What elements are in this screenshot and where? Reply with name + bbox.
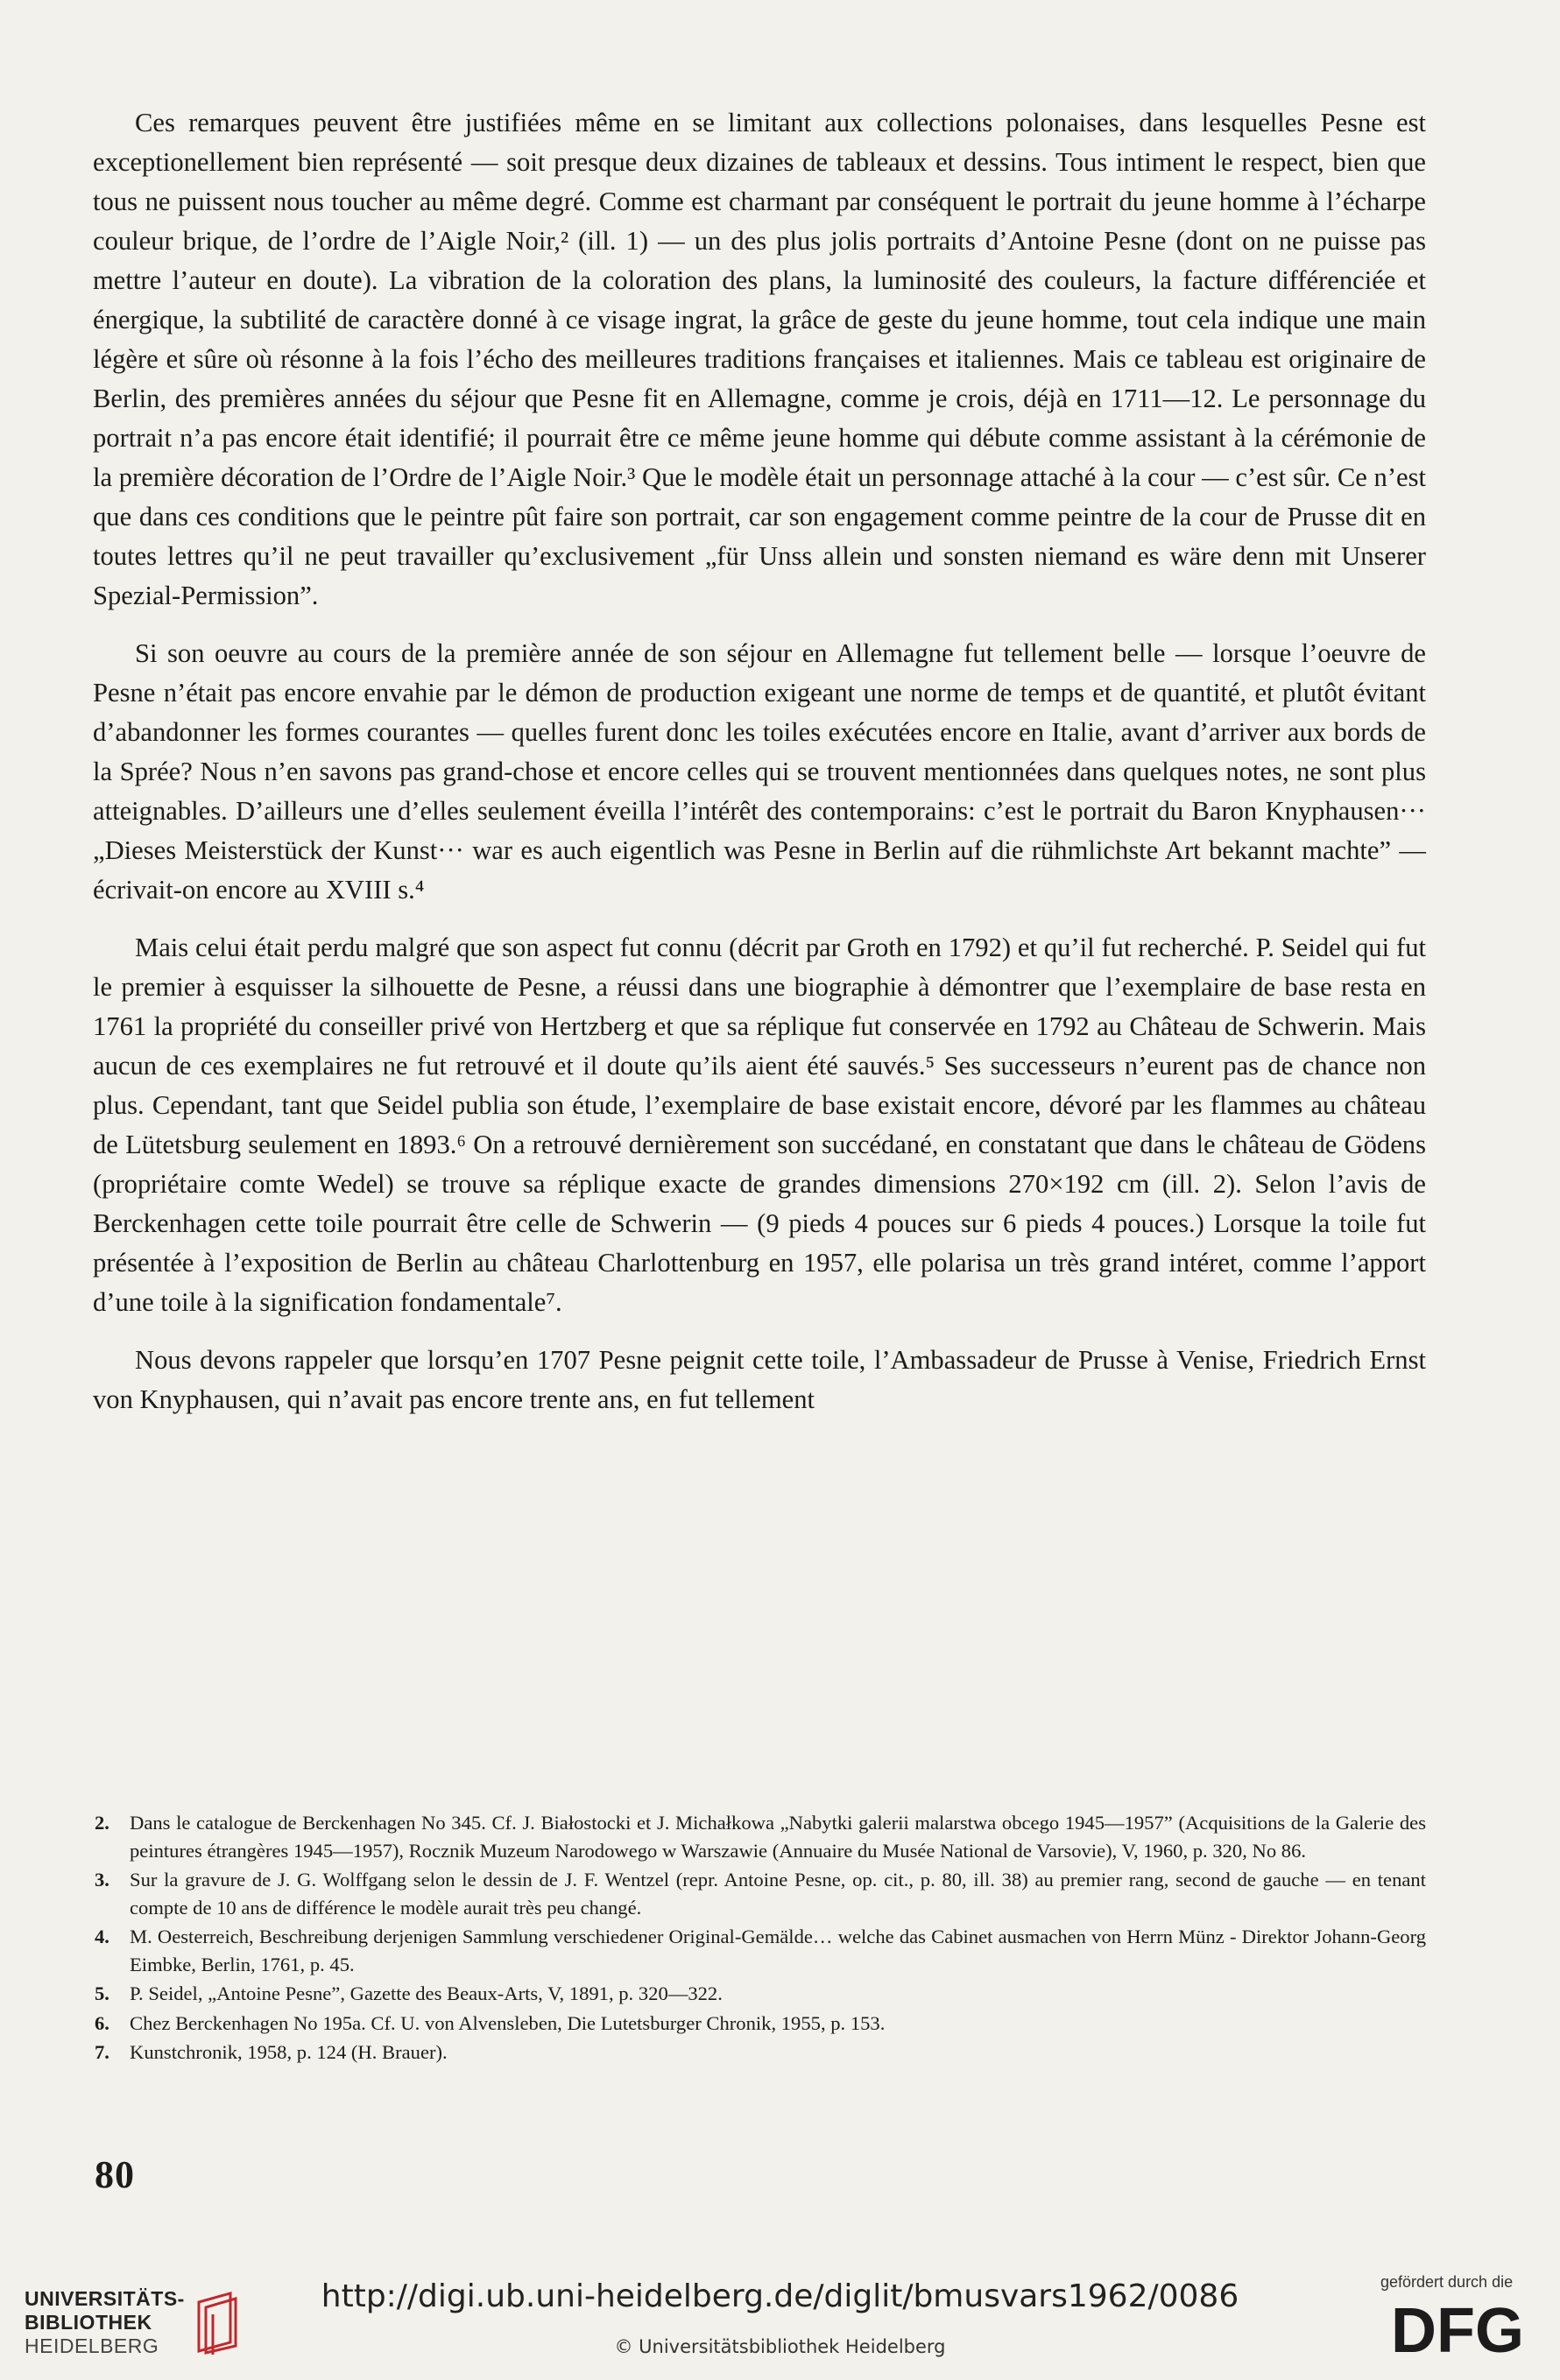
footnote-number: 4. (95, 1926, 109, 1947)
footnote-number: 6. (95, 2011, 109, 2034)
footnote-text: Dans le catalogue de Berckenhagen No 345. Cf. J. Białostocki et J. Michałkowa „Nabytki galerii malarstwa obcego 1945—1957” (Acquisitions de la Galerie des peintures étrangères 1945—1957), Rocznik Muzeum Narodowego w Warszawie (Annuaire du Musée National de Varsovie), V, 1960, p. 320, No 86. (130, 1812, 1426, 1862)
library-name-line: BIBLIOTHEK (25, 2311, 152, 2334)
paragraph: Nous devons rappeler que lorsqu’en 1707 Pesne peignit cette toile, l’Ambassadeur de Prusse à Venise, Friedrich Ernst von Knyphausen, qui n’avait pas encore trente ans, en fut tellement (93, 1345, 1426, 1414)
paragraph: Ces remarques peuvent être justifiées même en se limitant aux collections polonaises, dans lesquelles Pesne est exceptionellement bien représenté — soit presque deux dizaines de tableaux et dessins. Tous intiment le respect, bien que tous ne puissent nous toucher au même degré. Comme est charmant par conséquent le portrait du jeune homme à l’écharpe couleur brique, de l’ordre de l’Aigle Noir,² (ill. 1) — un des plus jolis portraits d’Antoine Pesne (dont on ne puisse pas mettre l’auteur en doute). La vibration de la coloration des plans, la luminosité des couleurs, la facture différenciée et énergique, la subtilité de caractère donné à ce visage ingrat, la grâce de geste du jeune homme, tout cela indique une main légère et sûre où résonne à la fois l’écho des meilleures traditions françaises et italiennes. Mais ce tableau est originaire de Berlin, des premières années du séjour que Pesne fit en Allemagne, comme je crois, déjà en 1711—12. Le personnage du portrait n’a pas encore était identifié; il pourrait être ce même jeune homme qui débute comme assistant à la cérémonie de la première décoration de l’Ordre de l’Aigle Noir.³ Que le modèle était un personnage attaché à la cour — c’est sûr. Ce n’est que dans ces conditions que le peintre pût faire son portrait, car son engagement comme peintre de la cour de Prusse dit en toutes lettres qu’il ne peut travailler qu’exclusivement „für Unss allein und sonsten niemand es wäre denn mit Unserer Spezial-Permission”. (93, 108, 1426, 610)
dfg-logo-text: DFG (1391, 2298, 1524, 2359)
footnote (95, 1866, 1426, 1921)
footnote-number: 3. (95, 1869, 109, 1891)
page-number: 80 (95, 2153, 135, 2196)
footnote (95, 2010, 1426, 2038)
footnote-text: Chez Berckenhagen No 195a. Cf. U. von Alvensleben, Die Lutetsburger Chronik, 1955, p. 153. (130, 2011, 886, 2034)
footnote-number: 5. (95, 1982, 109, 2004)
footnote-number: 2. (95, 1812, 109, 1834)
footnote (95, 1809, 1426, 1864)
paragraph: Si son oeuvre au cours de la première année de son séjour en Allemagne fut tellement belle — lorsque l’oeuvre de Pesne n’était pas encore envahie par le démon de production exigeant une norme de temps et de quantité, et plutôt évitant d’abandonner les formes courantes — quelles furent donc les toiles exécutées encore en Italie, avant d’arriver aux bords de la Sprée? Nous n’en savons pas grand-chose et encore celles qui se trouvent mentionnées dans quelques notes, ne sont plus atteignables. D’ailleurs une d’elles seulement éveilla l’intérêt des contemporains: c’est le portrait du Baron Knyphausen··· „Dieses Meisterstück der Kunst··· war es auch eigentlich was Pesne in Berlin auf die rühmlichste Art bekannt machte” — écrivait-on encore au XVIII s.⁴ (93, 638, 1426, 905)
library-name-line: UNIVERSITÄTS- (25, 2287, 185, 2310)
footnotes (95, 1809, 1426, 2068)
footnote (95, 1980, 1426, 2008)
library-name-line: HEIDELBERG (25, 2334, 159, 2357)
dfg-logo-icon[interactable] (1391, 2298, 1540, 2359)
footnote (95, 1923, 1426, 1978)
footnote-text: Sur la gravure de J. G. Wolffgang selon le dessin de J. F. Wentzel (repr. Antoine Pesne, op. cit., p. 80, ill. 38) au premier rang, second de gauche — en tenant compte de 10 ans de différence le modèle aurait très peu changé. (130, 1869, 1426, 1919)
paragraph: Mais celui était perdu malgré que son aspect fut connu (décrit par Groth en 1792) et qu’il fut recherché. P. Seidel qui fut le premier à esquisser la silhouette de Pesne, a réussi dans une biographie à démontrer que l’exemplaire de base resta en 1761 la propriété du conseiller privé von Hertzberg et que sa réplique fut conservée en 1792 au Château de Schwerin. Mais aucun de ces exemplaires ne fut retrouvé et il doute qu’ils aient été sauvés.⁵ Ses successeurs n’eurent pas de chance non plus. Cependant, tant que Seidel publia son étude, l’exemplaire de base existait encore, dévoré par les flammes au château de Lütetsburg seulement en 1893.⁶ On a retrouvé dernièrement son succédané, en constatant que dans le château de Gödens (propriétaire comte Wedel) se trouve sa réplique exacte de grandes dimensions 270×192 cm (ill. 2). Selon l’avis de Berckenhagen cette toile pourrait être celle de Schwerin — (9 pieds 4 pouces sur 6 pieds 4 pouces.) Lorsque la toile fut présentée à l’exposition de Berlin au château Charlottenburg en 1957, elle polarisa un très grand intéret, comme l’apport d’une toile à la signification fondamentale⁷. (93, 933, 1426, 1317)
footnote-text: Kunstchronik, 1958, p. 124 (H. Brauer). (130, 2041, 448, 2063)
footnote (95, 2038, 1426, 2067)
funding-caption: gefördert durch die (1380, 2273, 1514, 2291)
document-url-link[interactable]: http://digi.ub.uni-heidelberg.de/diglit/bmusvars1962/0086 (321, 2278, 1239, 2314)
body-text (93, 103, 1426, 1438)
footnote-text: P. Seidel, „Antoine Pesne”, Gazette des Beaux-Arts, V, 1891, p. 320—322. (130, 1982, 723, 2004)
copyright-notice: © Universitätsbibliothek Heidelberg (614, 2336, 946, 2357)
footnote-text: M. Oesterreich, Beschreibung derjenigen Sammlung verschiedener Original-Gemälde… welche das Cabinet ausmachen von Herrn Münz - Direktor Johann-Georg Eimbke, Berlin, 1761, p. 45. (130, 1926, 1426, 1975)
footnote-number: 7. (95, 2041, 109, 2063)
